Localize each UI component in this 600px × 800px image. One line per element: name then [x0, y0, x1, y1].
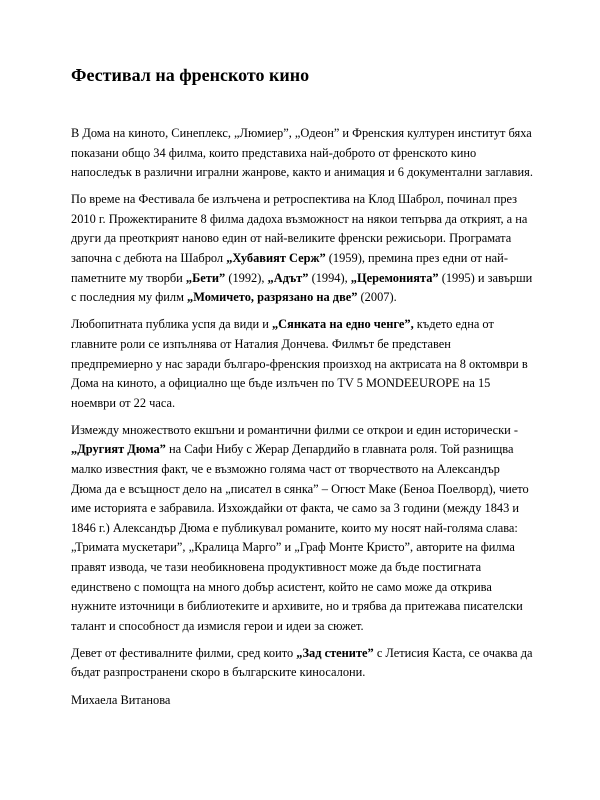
text-run: с Летисия Каста, се очаква да бъдат разпространени скоро в българските киносалони.	[71, 645, 533, 680]
text-run: (1994),	[308, 270, 351, 285]
film-title: „Момичето, разрязано на две”	[187, 290, 358, 305]
film-title: „Другият Дюма”	[71, 442, 166, 457]
paragraph-dumas	[71, 421, 533, 637]
paragraph-intro: В Дома на киното, Синеплекс, „Люмиер”, „Одеон” и Френския културен институт бяха показани общо 34 филма, които представиха най-доброто от френското кино напоследък в различни игрални жанрове, както и анимация и 6 документални заглавия.	[71, 126, 533, 180]
film-title: „Бети”	[185, 270, 226, 285]
article-title: Фестивал на френското кино	[71, 65, 310, 85]
text-run: (1992),	[225, 270, 268, 285]
article-body	[71, 124, 533, 718]
film-title: „Зад стените”	[296, 645, 374, 660]
film-title: „Сянката на едно ченге”,	[271, 317, 414, 332]
text-run: Измежду множеството екшъни и романтични филми се открои и един исторически -	[71, 422, 519, 437]
author-signature: Михаела Витанова	[71, 692, 171, 707]
text-run: където една от главните роли се изпълнява от Наталия Дончева. Филмът бе представен предпремиерно у нас заради българо-френския произход на актрисата на 8 октомври в Дома на киното, а официално ще бъде излъчен по TV 5 MONDEEUROPE на 15 ноември от 22 часа.	[71, 317, 528, 410]
text-run: (1959), премина през едни от най-паметните му творби	[71, 251, 508, 285]
film-title: „Церемонията”	[350, 270, 439, 285]
paragraph-distribution	[71, 644, 533, 683]
text-run: (2007).	[357, 290, 397, 305]
text-run: По време на Фестивала бе излъчена и ретроспектива на Клод Шаброл, починал през 2010 г. Прожектираните 8 филма дадоха възможност на някои тепърва да открият, а на други да преоткрият наново един от най-великите френски режисьори. Програмата започна с дебюта на Шаброл	[71, 192, 528, 266]
film-title: „Адът”	[267, 270, 309, 285]
paragraph-shadow-cop	[71, 315, 533, 413]
text-run: Любопитната публика успя да види и	[71, 317, 272, 332]
text-run: Девет от фестивалните филми, сред които	[71, 645, 297, 660]
paragraph-chabrol	[71, 190, 533, 308]
film-title: „Хубавият Серж”	[226, 251, 326, 266]
text-run: на Сафи Нибу с Жерар Депардийо в главната роля. Той разнищва малко известния факт, че е възможно голяма част от творчеството на Александър Дюма да е всъщност дело на „писател в сянка” – Огюст Маке (Беноа Поелворд), чието име историята е забравила. Изхождайки от факта, че само за 3 години (между 1843 и 1846 г.) Александър Дюма е публикувал романите, които му носят най-голяма слава: „Тримата мускетари”, „Кралица Марго” и „Граф Монте Кристо”, авторите на филма правят извода, че тази необикновена продуктивност може да бъде постигната единствено с помощта на много добър асистент, който не само може да открива нужните източници в библиотеките и архивите, но и трябва да притежава писателски талант и способност да измисля герои и идеи за сюжет.	[71, 442, 529, 633]
text-run: (1995) и завърши с последния му филм	[71, 270, 533, 305]
